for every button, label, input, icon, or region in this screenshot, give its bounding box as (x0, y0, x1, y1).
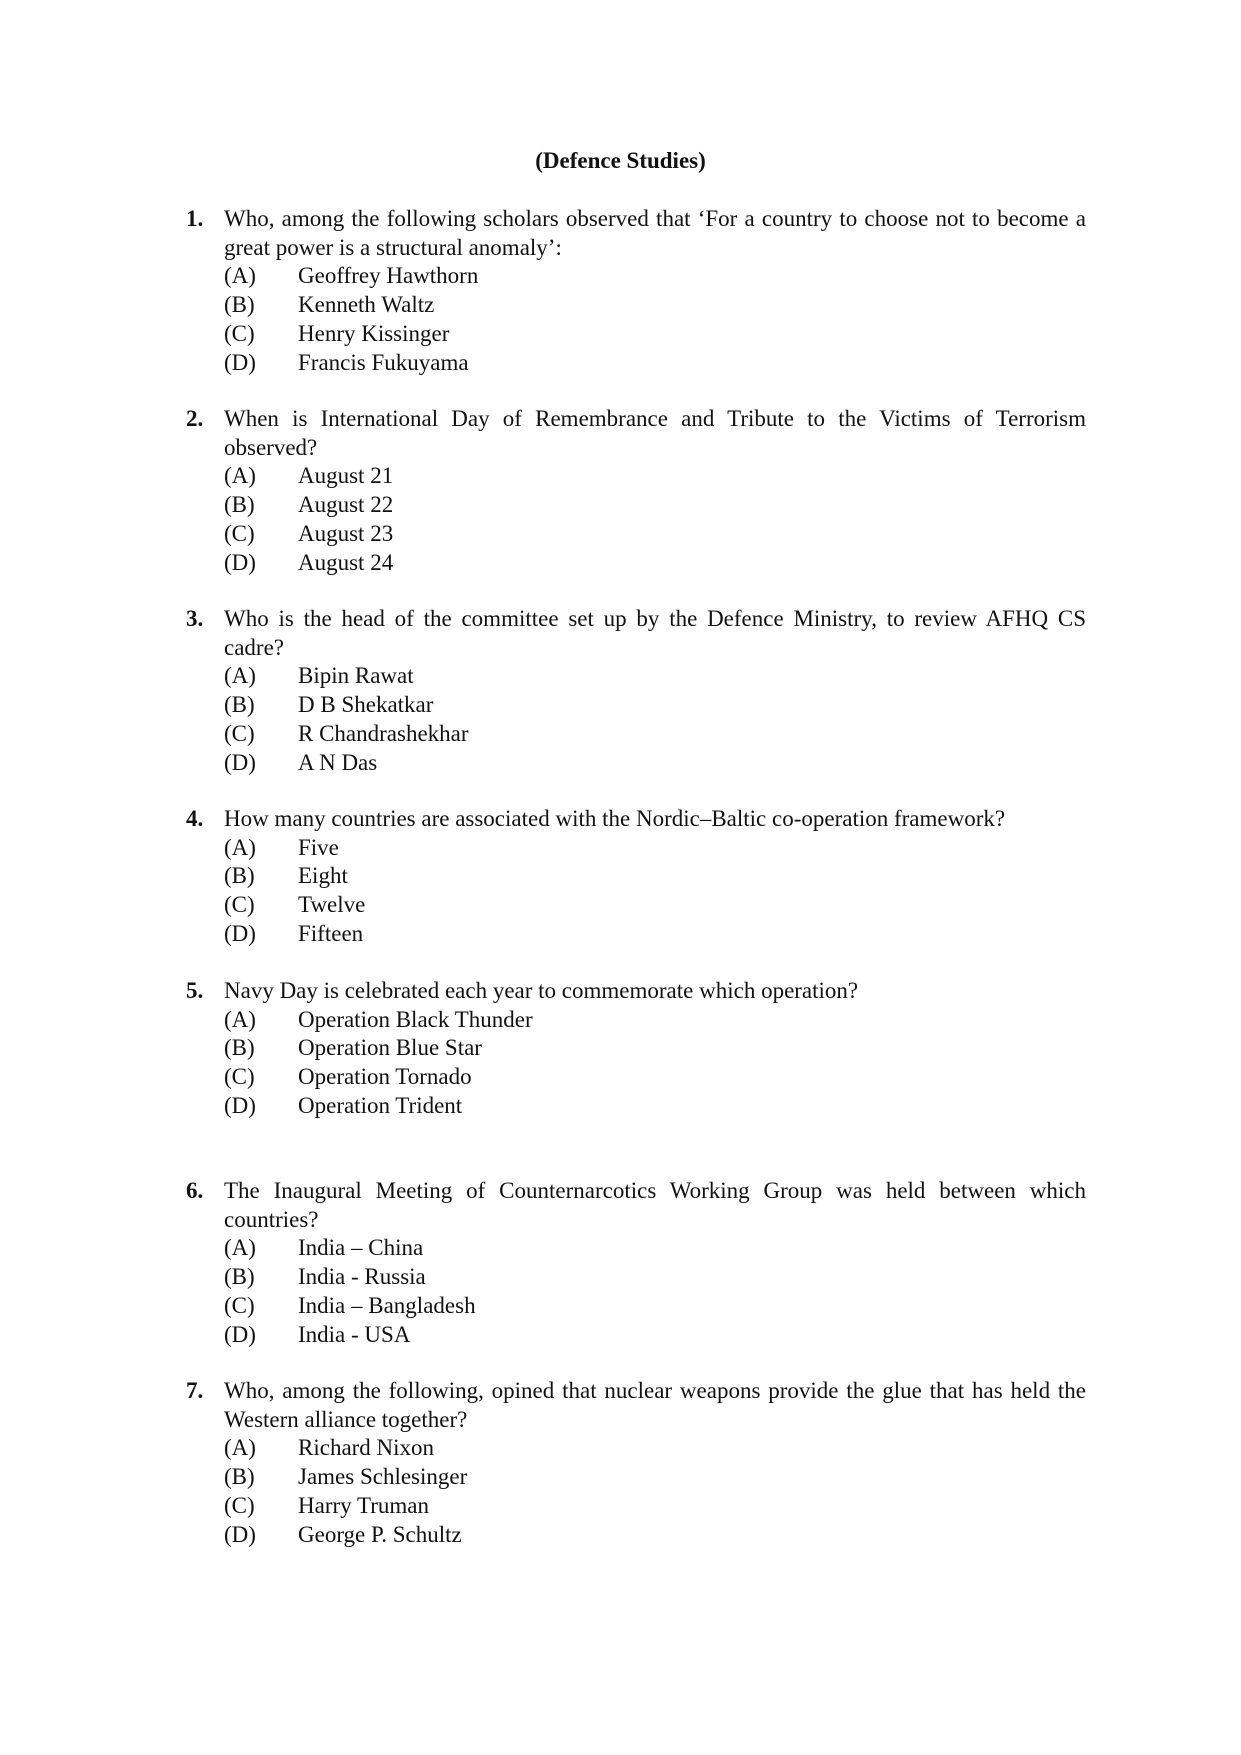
question-number: 6. (186, 1178, 204, 1203)
question-number: 2. (186, 406, 204, 431)
option-text: August 23 (298, 520, 394, 546)
option-a (224, 1006, 1086, 1035)
option-text: A N Das (298, 749, 378, 775)
question-6 (186, 1177, 1086, 1349)
question-text: Who is the head of the committee set up by the Defence Ministry, to review AFHQ CS cadre? (224, 606, 1086, 660)
option-b (224, 1263, 1086, 1292)
options-list (224, 262, 1086, 377)
option-a (224, 662, 1086, 691)
question-number: 3. (186, 606, 204, 631)
options-list (224, 662, 1086, 777)
option-c (224, 1063, 1086, 1092)
question-4 (186, 805, 1086, 949)
option-letter: (D) (224, 349, 256, 375)
option-text: Operation Black Thunder (298, 1006, 533, 1032)
option-letter: (C) (224, 1064, 255, 1090)
option-text: Fifteen (298, 920, 364, 946)
option-text: R Chandrashekhar (298, 720, 469, 746)
options-list (224, 1006, 1086, 1121)
option-b (224, 1034, 1086, 1063)
options-list (224, 462, 1086, 577)
option-d (224, 920, 1086, 949)
option-d (224, 349, 1086, 378)
option-letter: (B) (224, 692, 255, 718)
option-text: Operation Blue Star (298, 1035, 482, 1061)
option-text: August 21 (298, 463, 394, 489)
option-text: Henry Kissinger (298, 320, 450, 346)
option-text: James Schlesinger (298, 1464, 468, 1490)
option-letter: (C) (224, 1292, 255, 1318)
option-letter: (C) (224, 1492, 255, 1518)
option-a (224, 1234, 1086, 1263)
option-letter: (B) (224, 1464, 255, 1490)
question-1 (186, 205, 1086, 377)
question-text: When is International Day of Remembrance and Tribute to the Victims of Terrorism observed? (224, 406, 1086, 460)
question-number: 1. (186, 206, 204, 231)
page-title: (Defence Studies) (535, 148, 706, 173)
option-letter: (C) (224, 320, 255, 346)
question-7 (186, 1377, 1086, 1549)
option-text: Operation Trident (298, 1092, 463, 1118)
option-a (224, 834, 1086, 863)
option-letter: (B) (224, 492, 255, 518)
question-text: Who, among the following, opined that nuclear weapons provide the glue that has held the Western alliance together? (224, 1378, 1086, 1432)
option-letter: (C) (224, 892, 255, 918)
option-text: Richard Nixon (298, 1435, 435, 1461)
option-b (224, 691, 1086, 720)
option-b (224, 862, 1086, 891)
option-text: Harry Truman (298, 1492, 429, 1518)
option-d (224, 749, 1086, 778)
option-text: Five (298, 834, 339, 860)
option-text: August 24 (298, 549, 394, 575)
option-c (224, 720, 1086, 749)
option-letter: (A) (224, 1006, 256, 1032)
options-list (224, 834, 1086, 949)
option-letter: (D) (224, 549, 256, 575)
option-letter: (B) (224, 863, 255, 889)
question-text: Navy Day is celebrated each year to commemorate which operation? (224, 978, 859, 1003)
option-text: D B Shekatkar (298, 692, 434, 718)
option-c (224, 1492, 1086, 1521)
option-text: India - Russia (298, 1264, 426, 1290)
option-letter: (A) (224, 263, 256, 289)
question-number: 4. (186, 806, 204, 831)
question-text: How many countries are associated with the Nordic–Baltic co-operation framework? (224, 806, 1006, 831)
option-d (224, 1521, 1086, 1550)
question-number: 5. (186, 978, 204, 1003)
option-c (224, 520, 1086, 549)
option-letter: (A) (224, 1435, 256, 1461)
question-number: 7. (186, 1378, 204, 1403)
question-text: The Inaugural Meeting of Counternarcotics Working Group was held between which countries? (224, 1178, 1086, 1232)
option-letter: (A) (224, 463, 256, 489)
option-letter: (C) (224, 720, 255, 746)
option-c (224, 320, 1086, 349)
option-a (224, 462, 1086, 491)
option-text: Francis Fukuyama (298, 349, 469, 375)
option-c (224, 1292, 1086, 1321)
option-text: August 22 (298, 492, 394, 518)
option-letter: (A) (224, 663, 256, 689)
option-letter: (B) (224, 1264, 255, 1290)
question-3 (186, 605, 1086, 777)
option-letter: (D) (224, 1092, 256, 1118)
option-text: George P. Schultz (298, 1521, 462, 1547)
option-text: Bipin Rawat (298, 663, 414, 689)
question-2 (186, 405, 1086, 577)
option-b (224, 1463, 1086, 1492)
option-letter: (D) (224, 1521, 256, 1547)
option-letter: (D) (224, 920, 256, 946)
option-text: Kenneth Waltz (298, 292, 435, 318)
option-text: Geoffrey Hawthorn (298, 263, 479, 289)
option-text: India – Bangladesh (298, 1292, 476, 1318)
option-d (224, 1092, 1086, 1121)
option-a (224, 1434, 1086, 1463)
option-text: India - USA (298, 1321, 411, 1347)
question-text: Who, among the following scholars observed that ‘For a country to choose not to become a great power is a structural anomaly’: (224, 206, 1086, 260)
question-5 (186, 977, 1086, 1121)
option-letter: (A) (224, 834, 256, 860)
options-list (224, 1434, 1086, 1549)
option-letter: (B) (224, 1035, 255, 1061)
option-letter: (D) (224, 1321, 256, 1347)
options-list (224, 1234, 1086, 1349)
option-d (224, 1321, 1086, 1350)
option-c (224, 891, 1086, 920)
option-letter: (A) (224, 1235, 256, 1261)
option-letter: (C) (224, 520, 255, 546)
option-text: India – China (298, 1235, 424, 1261)
option-a (224, 262, 1086, 291)
option-text: Twelve (298, 892, 366, 918)
option-text: Eight (298, 863, 348, 889)
option-b (224, 291, 1086, 320)
option-d (224, 549, 1086, 578)
option-letter: (D) (224, 749, 256, 775)
option-letter: (B) (224, 292, 255, 318)
option-text: Operation Tornado (298, 1064, 472, 1090)
option-b (224, 491, 1086, 520)
